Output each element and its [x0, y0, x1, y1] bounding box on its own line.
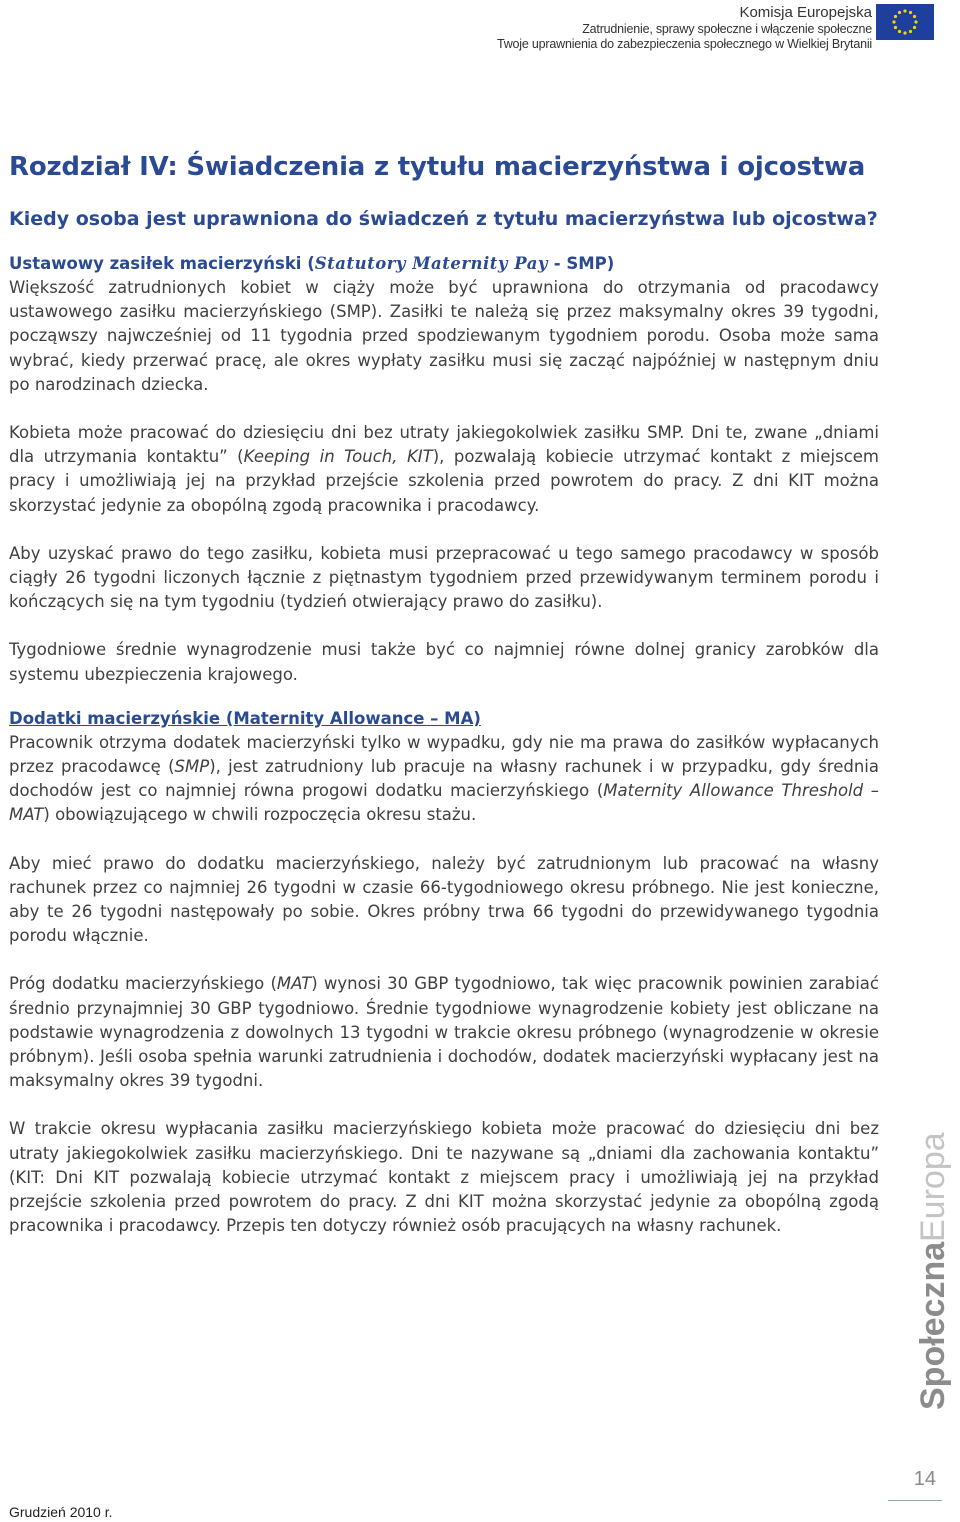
svg-text:Społeczna: Społeczna: [914, 1241, 952, 1410]
chapter-title: Rozdział IV: Świadczenia z tytułu macierzyństwa i ojcostwa: [9, 152, 866, 182]
eu-star: [914, 20, 917, 23]
smp-paragraph-2: Kobieta może pracować do dziesięciu dni bez utraty jakiegokolwiek zasiłku SMP. Dni te, zwane „dniami dla utrzymania kontaktu” (Keeping in Touch, KIT), pozwalają kobiecie utrzymać kontakt z miejscem pracy i umożliwiają jej na przykład przejście szkolenia przed powrotem do pracy. Z dni KIT można skorzystać jedynie za obopólną zgodą pracownika i pracodawcy.: [9, 423, 879, 515]
spoleczna-europa-logo: [900, 1108, 960, 1418]
eu-star: [903, 31, 906, 34]
eu-star: [894, 15, 897, 18]
eu-star: [894, 26, 897, 29]
footer-divider: [888, 1500, 942, 1501]
header-org: Komisja Europejska: [739, 4, 872, 21]
ma-paragraph-1: Pracownik otrzyma dodatek macierzyński tylko w wypadku, gdy nie ma prawa do zasiłków wypłacanych przez pracodawcę (SMP), jest zatrudniony lub pracuje na własny rachunek i w przypadku, gdy średnia dochodów jest co najmniej równa progowi dodatku macierzyńskiego (Maternity Allowance Threshold – MAT) obowiązującego w chwili rozpoczęcia okresu stażu.: [9, 732, 879, 825]
page-header: [497, 4, 872, 52]
footer-date: Grudzień 2010 r.: [9, 1504, 113, 1520]
header-line3: Twoje uprawnienia do zabezpieczenia społecznego w Wielkiej Brytanii: [496, 37, 872, 51]
page-number: 14: [913, 1468, 936, 1490]
eu-star: [898, 30, 901, 33]
ma-heading: Dodatki macierzyńskie (Maternity Allowance – MA): [9, 708, 481, 728]
eu-star: [913, 26, 916, 29]
eu-star: [892, 20, 895, 23]
eu-star: [898, 11, 901, 14]
eu-flag-logo: [876, 4, 934, 40]
eu-star: [909, 30, 912, 33]
ma-paragraph-4: W trakcie okresu wypłacania zasiłku macierzyńskiego kobieta może pracować do dziesięciu dni bez utraty jakiegokolwiek zasiłku macierzyńskiego. Dni te nazywane są „dniami dla zachowania kontaktu” (KIT: Dni KIT pozwalają kobiecie utrzymać kontakt z miejscem pracy i umożliwiają jej na przykład przejście szkolenia przed powrotem do pracy. Z dni KIT można skorzystać jedynie za obopólną zgodą pracownika i pracodawcy. Przepis ten dotyczy również osób pracujących na własny rachunek.: [9, 1119, 879, 1236]
ma-paragraph-2: Aby mieć prawo do dodatku macierzyńskiego, należy być zatrudnionym lub pracować na własny rachunek przez co najmniej 26 tygodni w czasie 66-tygodniowego okresu próbnego. Nie jest konieczne, aby te 26 tygodni następowały po sobie. Okres próbny trwa 66 tygodni do przewidywanego tygodnia porodu włącznie.: [9, 853, 879, 946]
smp-paragraph-3: Aby uzyskać prawo do tego zasiłku, kobieta musi przepracować u tego samego pracodawcy w sposób ciągły 26 tygodni liczonych łącznie z piętnastym tygodniem przed przewidywanym terminem porodu i kończących się na tym tygodniu (tydzień otwierający prawo do zasiłku).: [9, 543, 879, 612]
eu-star: [913, 15, 916, 18]
eu-star: [903, 9, 906, 12]
svg-text:Europa: Europa: [914, 1132, 952, 1242]
main-content: [9, 152, 879, 1263]
eu-star: [909, 11, 912, 14]
ma-paragraph-3: Próg dodatku macierzyńskiego (MAT) wynosi 30 GBP tygodniowo, tak więc pracownik powinien zarabiać średnio przynajmniej 30 GBP tygodniowo. Średnie tygodniowe wynagrodzenie kobiety jest obliczane na podstawie wynagrodzenia z dowolnych 13 tygodni w trakcie okresu próbnego (wynagrodzenie w okresie próbnym). Jeśli osoba spełnia warunki zatrudnienia i dochodów, dodatek macierzyński wypłacany jest na maksymalny okres 39 tygodni.: [9, 974, 879, 1091]
smp-paragraph-4: Tygodniowe średnie wynagrodzenie musi także być co najmniej równe dolnej granicy zarobków dla systemu ubezpieczenia krajowego.: [9, 640, 879, 684]
smp-heading: Ustawowy zasiłek macierzyński (Statutory Maternity Pay - SMP): [9, 254, 615, 273]
question-title: Kiedy osoba jest uprawniona do świadczeń z tytułu macierzyństwa lub ojcostwa?: [9, 208, 878, 230]
smp-paragraph-1: Większość zatrudnionych kobiet w ciąży może być uprawniona do otrzymania od pracodawcy ustawowego zasiłku macierzyńskiego (SMP). Zasiłki te należą się przez maksymalny okres 39 tygodni, począwszy najwcześniej od 11 tygodnia przed spodziewanym tygodniem porodu. Osoba może sama wybrać, kiedy przerwać pracę, ale okres wypłaty zasiłku musi się zacząć najpóźniej w następnym dniu po narodzinach dziecka.: [9, 278, 879, 394]
header-line2: Zatrudnienie, sprawy społeczne i włączenie społeczne: [582, 22, 872, 36]
